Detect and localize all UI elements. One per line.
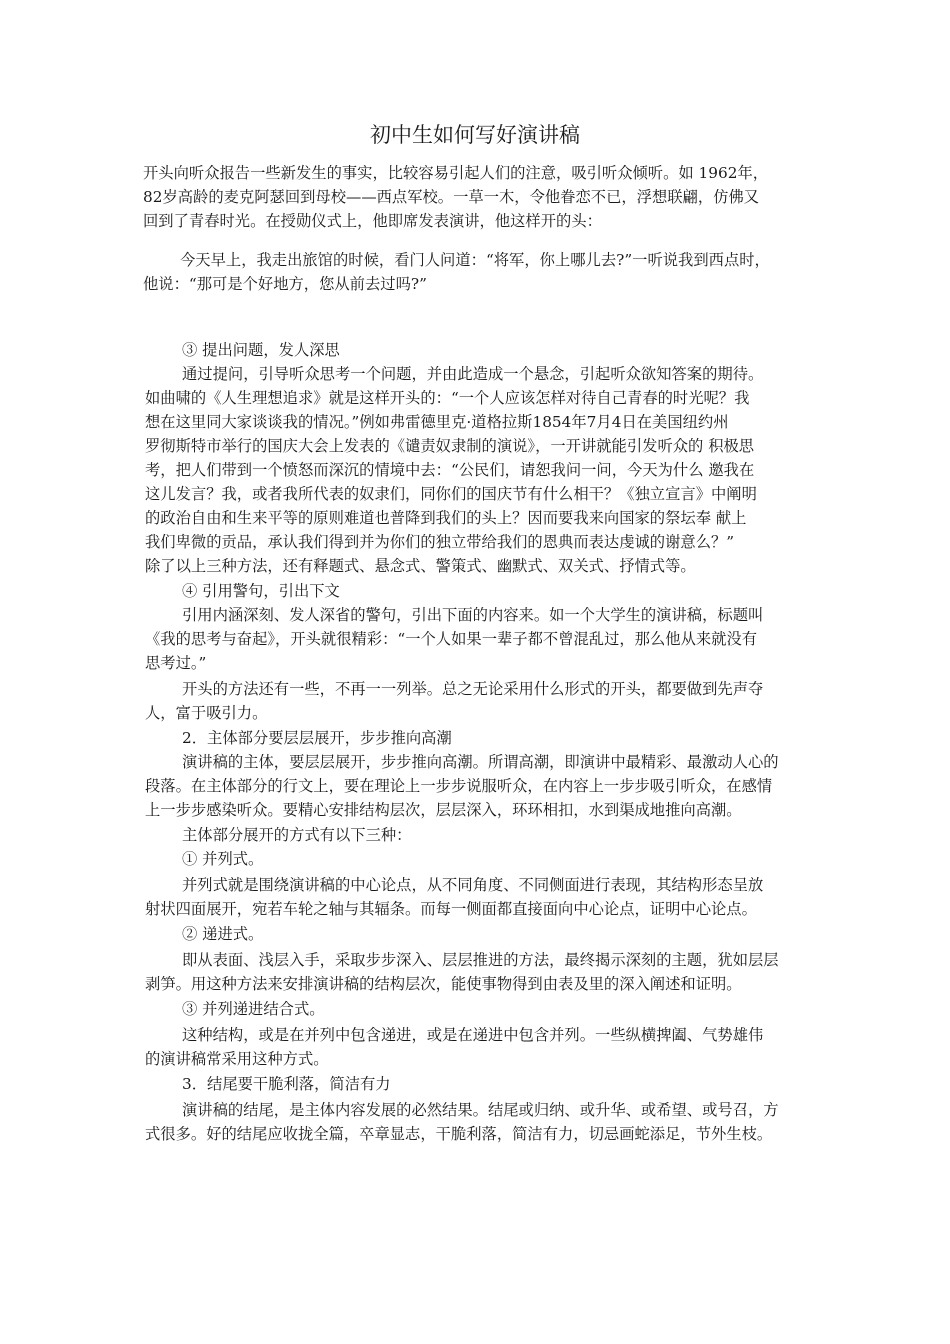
text-line: 《我的思考与奋起》，开头就很精彩：“一个人如果一辈子都不曾混乱过，那么他从来就没有: [145, 630, 758, 648]
text-line: 式很多。好的结尾应收拢全篇，卒章显志，干脆利落，简洁有力，切忌画蛇添足，节外生枝。: [145, 1125, 773, 1143]
text-line: 考，把人们带到一个愤怒而深沉的情境中去：“公民们，请恕我问一问，今天为什么 邀我在: [145, 461, 755, 479]
text-line: 开头的方法还有一些，不再一一列举。总之无论采用什么形式的开头，都要做到先声夺: [182, 680, 764, 698]
text-line: 人，富于吸引力。: [145, 704, 268, 722]
text-line: 通过提问，引导听众思考一个问题，并由此造成一个悬念，引起听众欲知答案的期待。: [182, 365, 764, 383]
text-line: 思考过。”: [145, 654, 207, 672]
text-line: 演讲稿的结尾，是主体内容发展的必然结果。结尾或归纳、或升华、或希望、或号召，方: [182, 1101, 779, 1119]
text-line: 3．结尾要干脆利落，简洁有力: [182, 1075, 391, 1093]
text-line: 上一步步感染听众。要精心安排结构层次，层层深入，环环相扣，水到渠成地推向高潮。: [145, 801, 742, 819]
text-line: 引用内涵深刻、发人深省的警句，引出下面的内容来。如一个大学生的演讲稿，标题叫: [182, 606, 764, 624]
text-line: 他说：“那可是个好地方，您从前去过吗?”: [143, 275, 427, 293]
text-line: 段落。在主体部分的行文上，要在理论上一步步说服听众，在内容上一步步吸引听众，在感情: [145, 777, 773, 795]
text-line: ① 并列式。: [182, 850, 264, 868]
text-line: ② 递进式。: [182, 925, 264, 943]
text-line: 这儿发言？我，或者我所代表的奴隶们，同你们的国庆节有什么相干？《独立宣言》中阐明: [145, 485, 757, 503]
text-line: ③ 并列递进结合式。: [182, 1000, 325, 1018]
text-line: 剥笋。用这种方法来安排演讲稿的结构层次，能使事物得到由表及里的深入阐述和证明。: [145, 975, 742, 993]
text-line: 并列式就是围绕演讲稿的中心论点，从不同角度、不同侧面进行表现，其结构形态呈放: [182, 876, 764, 894]
text-line: 的演讲稿常采用这种方式。: [145, 1050, 329, 1068]
text-line: 这种结构，或是在并列中包含递进，或是在递进中包含并列。一些纵横捭阖、气势雄伟: [182, 1026, 764, 1044]
text-line: 82岁高龄的麦克阿瑟回到母校——西点军校。一草一木，令他眷恋不已，浮想联翩，仿佛又: [143, 188, 760, 206]
text-line: ④ 引用警句，引出下文: [182, 582, 340, 600]
text-line: 如曲啸的《人生理想追求》就是这样开头的：“一个人应该怎样对待自己青春的时光呢？我: [145, 389, 750, 407]
text-line: 我们卑微的贡品，承认我们得到并为你们的独立带给我们的恩典而表达虔诚的谢意么？”: [145, 533, 735, 551]
text-line: ③ 提出问题，发人深思: [182, 341, 340, 359]
document-title: 初中生如何写好演讲稿: [370, 123, 580, 147]
text-line: 即从表面、浅层入手，采取步步深入、层层推进的方法，最终揭示深刻的主题，犹如层层: [182, 951, 779, 969]
text-line: 除了以上三种方法，还有释题式、悬念式、警策式、幽默式、双关式、抒情式等。: [145, 557, 696, 575]
text-line: 今天早上，我走出旅馆的时候，看门人问道：“将军，你上哪儿去?”一听说我到西点时，: [180, 251, 770, 269]
text-line: 回到了青春时光。在授勋仪式上，他即席发表演讲，他这样开的头：: [143, 212, 602, 230]
text-line: 想在这里同大家谈谈我的情况。”例如弗雷德里克·道格拉斯1854年7月4日在美国纽约州: [145, 413, 729, 431]
text-line: 演讲稿的主体，要层层展开，步步推向高潮。所谓高潮，即演讲中最精彩、最激动人心的: [182, 753, 779, 771]
text-line: 射状四面展开，宛若车轮之轴与其辐条。而每一侧面都直接面向中心论点，证明中心论点。: [145, 900, 757, 918]
text-line: 开头向听众报告一些新发生的事实，比较容易引起人们的注意，吸引听众倾听。如 1962年，: [143, 164, 769, 182]
text-line: 2．主体部分要层层展开，步步推向高潮: [182, 729, 452, 747]
text-line: 罗彻斯特市举行的国庆大会上发表的《谴责奴隶制的演说》，一开讲就能引发听众的 积极思: [145, 437, 755, 455]
text-line: 主体部分展开的方式有以下三种：: [182, 826, 412, 844]
text-line: 的政治自由和生来平等的原则难道也普降到我们的头上？因而要我来向国家的祭坛奉 献上: [145, 509, 747, 527]
